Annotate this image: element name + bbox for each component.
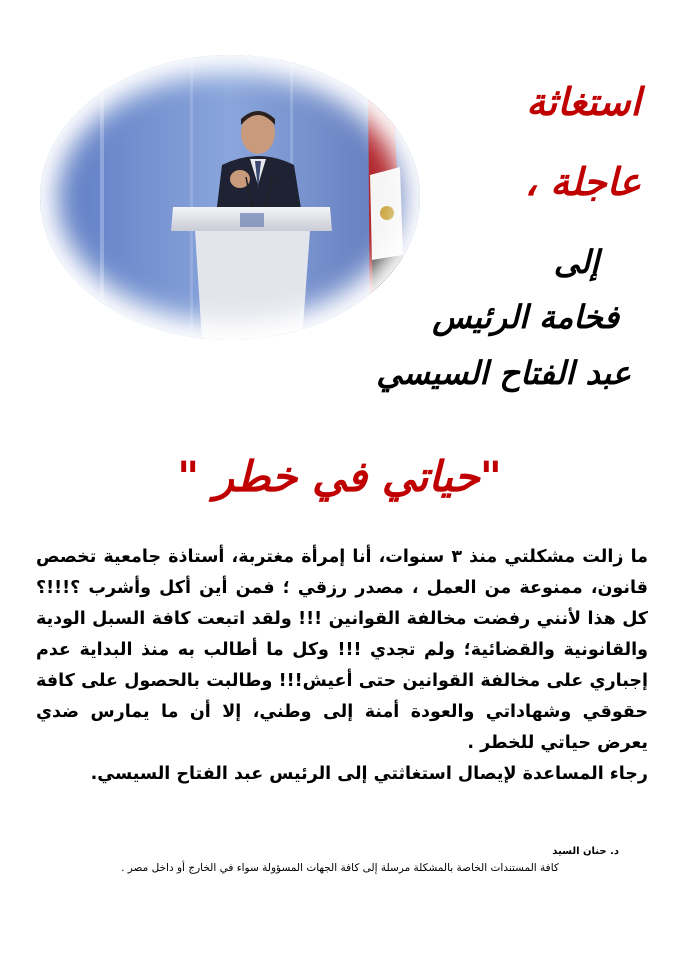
president-photo [40, 55, 420, 340]
body-paragraph-1: ما زالت مشكلتي منذ ٣ سنوات، أنا إمرأة مغتربة، أستاذة جامعية تخصص قانون، ممنوعة من العمل ، مصدر رزقي ؛ فمن أين أكل وأشرب ؟!!!؟ كل هذا لأنني رفضت مخالفة القوانين !!! ولقد اتبعت كافة السبل الودية والقانونية والقضائية؛ ولم تجدي !!! وكل ما أطالب به منذ البداية عدم إجباري على مخالفة القوانين حتى أعيش!!! وطالبت بالحصول على كافة حقوقي وشهاداتي والعودة أمنة إلى وطني، إلا أن ما يمارس ضدي يعرض حياتي للخطر . [36, 547, 648, 753]
headline-president-name: عبد الفتاح السيسي [376, 354, 631, 392]
body-text [36, 542, 648, 790]
headline-appeal: استغاثة [526, 80, 641, 124]
body-paragraph-2: رجاء المساعدة لإيصال استغاثتي إلى الرئيس عبد الفتاح السيسي. [90, 764, 648, 784]
headline-to: إلى [553, 243, 599, 281]
footer-note: كافة المستندات الخاصة بالمشكلة مرسلة إلى كافة الجهات المسؤولة سواء في الخارج أو داخل مصر . [121, 862, 559, 874]
signature: د. حنان السيد [552, 846, 619, 857]
headline-urgent: عاجلة ، [524, 160, 641, 204]
quote-title: "حياتي في خطر " [177, 452, 502, 501]
president-speaking-at-podium-photo-icon [40, 55, 420, 340]
headline-excellency: فخامة الرئيس [432, 298, 619, 336]
